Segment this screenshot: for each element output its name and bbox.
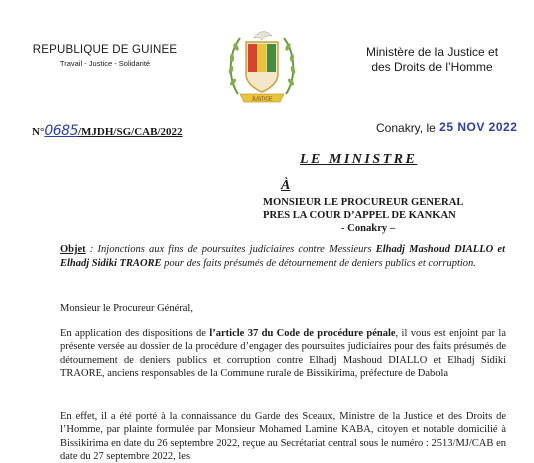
header-right [340,45,524,75]
paragraph-1-article-reference: l’article 37 du Code de procédure pénale [209,328,396,339]
date-stamp: 25 NOV 2022 [439,120,518,134]
reference-handwritten-number: 0685 [44,123,78,139]
addressee-line-2: PRES LA COUR D’APPEL DE KANKAN [263,210,456,221]
body-paragraph-2: En effet, il a été porté à la connaissance du Garde des Sceaux, Ministre de la Justice et des Droits de l’Homme, par plainte formulée par Monsieur Mohamed Lamine KABA, citoyen et notable domicilié à Bissikirima en date du 26 septembre 2022, reçue au Secrétariat central sous le numéro : 2513/MJ/CAB en date du 27 septembre 2022, les [60,411,506,462]
ministry-line-1: Ministère de la Justice et [365,45,499,59]
to-label: À [281,178,291,193]
ministry-line-2: des Droits de l’Homme [371,60,493,74]
reference-number [32,123,183,139]
object-label: Objet [60,244,86,255]
object-text-b: pour des faits présumés de détournement de deniers publics et corruption. [161,257,476,269]
paragraph-1-text-a: En application des dispositions de [60,328,210,339]
body-paragraph-1 [60,327,506,380]
addressee-line-1: MONSIEUR LE PROCUREUR GENERAL [263,197,464,208]
emblem-ribbon-text: JUSTICE [251,96,273,103]
place-date [376,121,517,135]
place-label: Conakry, le [376,121,436,135]
guinea-coat-of-arms-icon [224,24,300,108]
object-names: Elhadj Mashoud DIALLO et Elhadj Sidiki TRAORE [60,244,505,269]
salutation: Monsieur le Procureur Général, [60,303,193,314]
national-motto: Travail - Justice - Solidarité [59,59,151,68]
reference-suffix: /MJDH/SG/CAB/2022 [77,126,183,138]
sender-title: LE MINISTRE [300,152,418,167]
coat-of-arms-graphic [224,24,300,108]
country-name: REPUBLIQUE DE GUINEE [32,44,178,56]
addressee-block [263,196,463,235]
addressee-line-3: - Conakry – [341,223,396,234]
reference-prefix: N° [32,126,45,138]
paragraph-1-text-b: , il vous est enjoint par la présente versée au dossier de la procédure d’engager des poursuites judiciaires pour des faits présumés de détournement de deniers publics et corruption contre Elhadj Mashoud DIALLO et Elhadj Sidiki TRAORE, anciens responsables de la Commune rurale de Bissikirima, préfecture de Dabola [60,328,506,379]
object-text-a: : Injonctions aux fins de poursuites judiciaires contre Messieurs [85,244,376,255]
object-paragraph [60,243,505,270]
header-left [10,44,200,68]
